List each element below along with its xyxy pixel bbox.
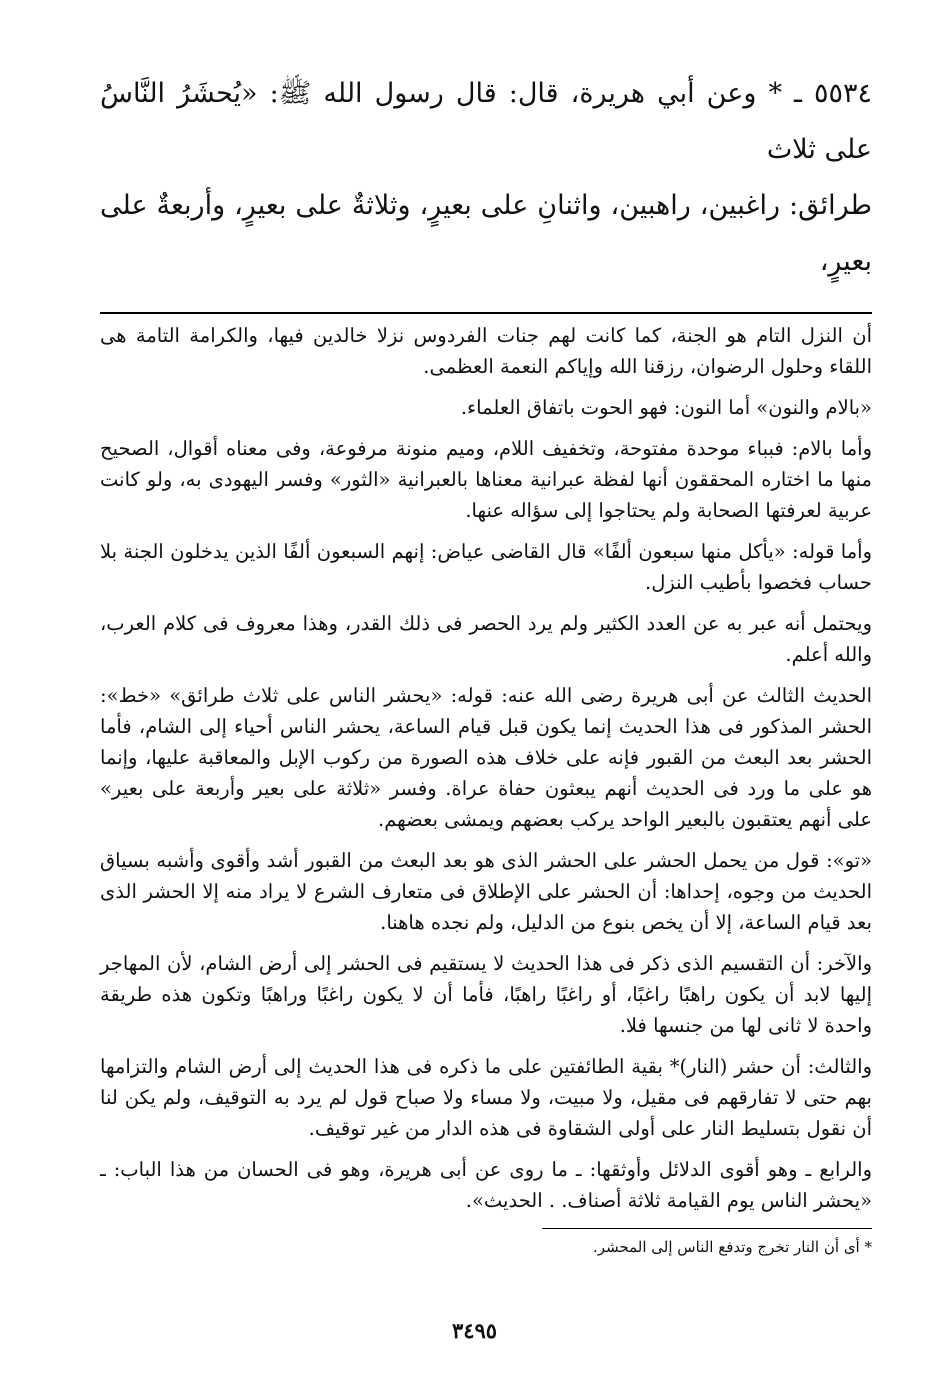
hadith-line-2: طرائق: راغبين، راهبين، واثنانِ على بعيرٍ، وثلاثةٌ على بعيرٍ، وأربعةٌ على بعيرٍ، [100,190,872,277]
commentary-paragraph-4: وأما قوله: «يأكل منها سبعون ألفًا» قال القاضى عياض: إنهم السبعون ألفًا الذين يدخلون الجنة بلا حساب فخصوا بأطيب النزل. [100,540,872,594]
commentary-paragraph-5: ويحتمل أنه عبر به عن العدد الكثير ولم يرد الحصر فى ذلك القدر، وهذا معروف فى كلام العرب، والله أعلم. [100,612,872,666]
hadith-line-1: ٥٥٣٤ ـ * وعن أبي هريرة، قال: قال رسول الله ﷺ: «يُحشَرُ النَّاسُ على ثلاث [100,78,872,165]
commentary-paragraph-3: وأما بالام: فبباء موحدة مفتوحة، وتخفيف اللام، وميم منونة مرفوعة، وفى معناه أقوال، الصحيح منها ما اختاره المحققون أنها لفظة عبرانية معناها بالعبرانية «الثور» وفسر اليهودى به، ولو كانت عربية لعرفتها الصحابة ولم يحتاجوا إلى سؤاله عنها. [100,437,872,522]
footnote: * أى أن النار تخرج وتدفع الناس إلى المحشر. [593,1238,872,1256]
commentary-paragraph-2: «بالام والنون» أما النون: فهو الحوت باتفاق العلماء. [460,396,872,419]
commentary-paragraph-8: والآخر: أن التقسيم الذى ذكر فى هذا الحديث لا يستقيم فى الحشر إلى أرض الشام، لأن المهاجر إليها لابد أن يكون راهبًا راغبًا، أو راغبًا راهبًا، فأما أن لا يكون راغبًا وراهبًا وتكون هذه طريقة واحدة لا ثانى لها من جنسها فلا. [100,952,872,1037]
commentary-paragraph-10: والرابع ـ وهو أقوى الدلائل وأوثقها: ـ ما روى عن أبى هريرة، وهو فى الحسان من هذا الباب: ـ «يحشر الناس يوم القيامة ثلاثة أصناف. . الحديث». [100,1158,872,1212]
commentary-paragraph-1: أن النزل التام هو الجنة، كما كانت لهم جنات الفردوس نزلا خالدين فيها، والكرامة التامة هى اللقاء وحلول الرضوان، رزقنا الله وإياكم النعمة العظمى. [100,324,872,378]
commentary-section [100,320,872,1216]
book-page [100,66,872,1366]
section-divider [100,312,872,314]
commentary-paragraph-6: الحديث الثالث عن أبى هريرة رضى الله عنه: قوله: «يحشر الناس على ثلاث طرائق» «خط»: الحشر المذكور فى هذا الحديث إنما يكون قبل قيام الساعة، يحشر الناس أحياء إلى الشام، فأما الحشر بعد البعث من القبور فإنه على خلاف هذه الصورة من ركوب الإبل والمعاقبة عليها، وإنما هو على ما ورد فى الحديث أنهم يبعثون حفاة عراة. وفسر «ثلاثة على بعير وأربعة على بعير» على أنهم يعتقبون بالبعير الواحد يركب بعضهم ويمشى بعضهم. [100,684,872,831]
page-number: ٣٤٩٥ [451,1318,498,1343]
commentary-paragraph-7: «تو»: قول من يحمل الحشر على الحشر الذى هو بعد البعث من القبور أشد وأقوى وأشبه بسياق الحديث من وجوه، إحداها: أن الحشر على الإطلاق فى متعارف الشرع لا يراد منه إلا الحشر الذى بعد قيام الساعة، إلا أن يخص بنوع من الدليل، ولم نجده هاهنا. [100,849,872,934]
hadith-main-text [100,66,872,290]
commentary-paragraph-9: والثالث: أن حشر (النار)* بقية الطائفتين على ما ذكره فى هذا الحديث إلى أرض الشام والتزامها بهم حتى لا تفارقهم فى مقيل، ولا مبيت، ولا مساء ولا صباح قول لم يرد به التوقيف، ولم يكن لنا أن نقول بتسليط النار على أولى الشقاوة فى هذه الدار من غير توقيف. [100,1055,872,1140]
footnote-divider [542,1228,872,1229]
